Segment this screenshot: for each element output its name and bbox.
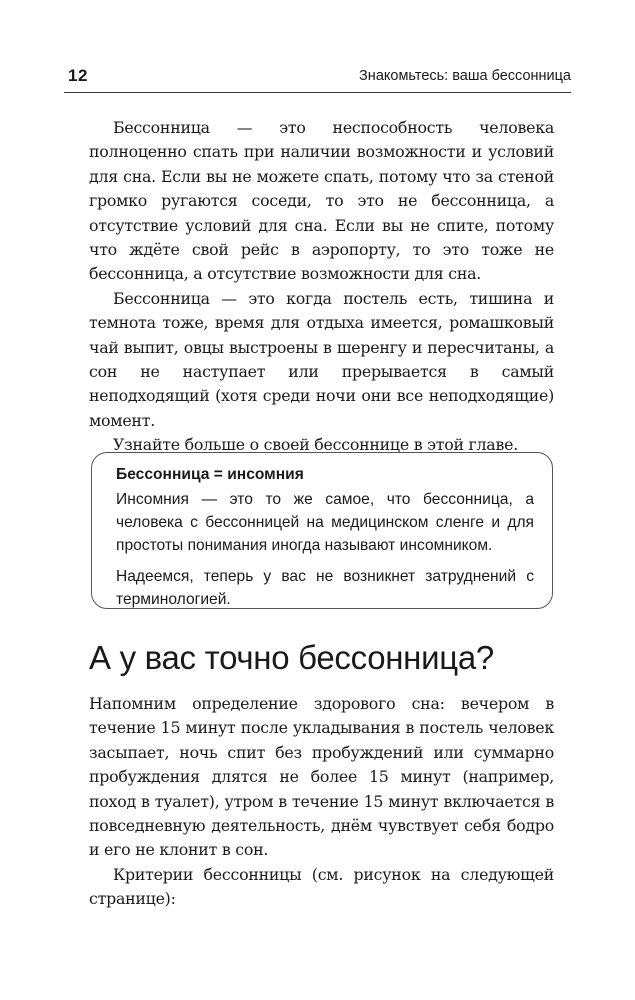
sidebar-paragraph-2: Надеемся, теперь у вас не возникнет затруднений с терминологией. — [116, 568, 534, 608]
section-text — [89, 692, 554, 912]
running-title: Знакомьтесь: ваша бессонница — [359, 68, 571, 84]
section-paragraph-1: Напомним определение здорового сна: вечером в течение 15 минут после укладывания в постель человек засыпает, ночь спит без пробуждений или суммарно пробуждения длятся не более 15 минут (например, поход в туалет), утром в течение 15 минут включается в повседневную деятельность, днём чувствует себя бодро и его не клонит в сон. — [89, 694, 554, 860]
sidebar-paragraph-1: Инсомния — это то же самое, что бессонница, а человека с бессонницей на медицинском сленге и для простоты понимания иногда называют инсомником. — [116, 491, 534, 554]
intro-paragraph-3: Узнайте больше о своей бессоннице в этой главе. — [113, 435, 518, 455]
page-header — [64, 62, 571, 93]
section-paragraph-2: Критерии бессонницы (см. рисунок на следующей странице): — [89, 864, 554, 909]
section-heading: А у вас точно бессонница? — [89, 639, 494, 676]
intro-text — [89, 116, 554, 458]
sidebar-box — [91, 452, 553, 609]
intro-paragraph-2: Бессонница — это когда постель есть, тишина и темнота тоже, время для отдыха имеется, ромашковый чай выпит, овцы выстроены в шеренгу и пересчитаны, а сон не наступает или прерывается в самый неподходящий (хотя среди ночи они все неподходящие) момент. — [89, 288, 554, 430]
intro-paragraph-1: Бессонница — это неспособность человека полноценно спать при наличии возможности и условий для сна. Если вы не можете спать, потому что за стеной громко ругаются соседи, то это не бессонница, а отсутствие условий для сна. Если вы не спите, потому что ждёте свой рейс в аэропорту, то это тоже не бессонница, а отсутствие возможности для сна. — [89, 118, 554, 284]
page-number: 12 — [68, 66, 88, 85]
sidebar-title: Бессонница = инсомния — [116, 466, 304, 483]
